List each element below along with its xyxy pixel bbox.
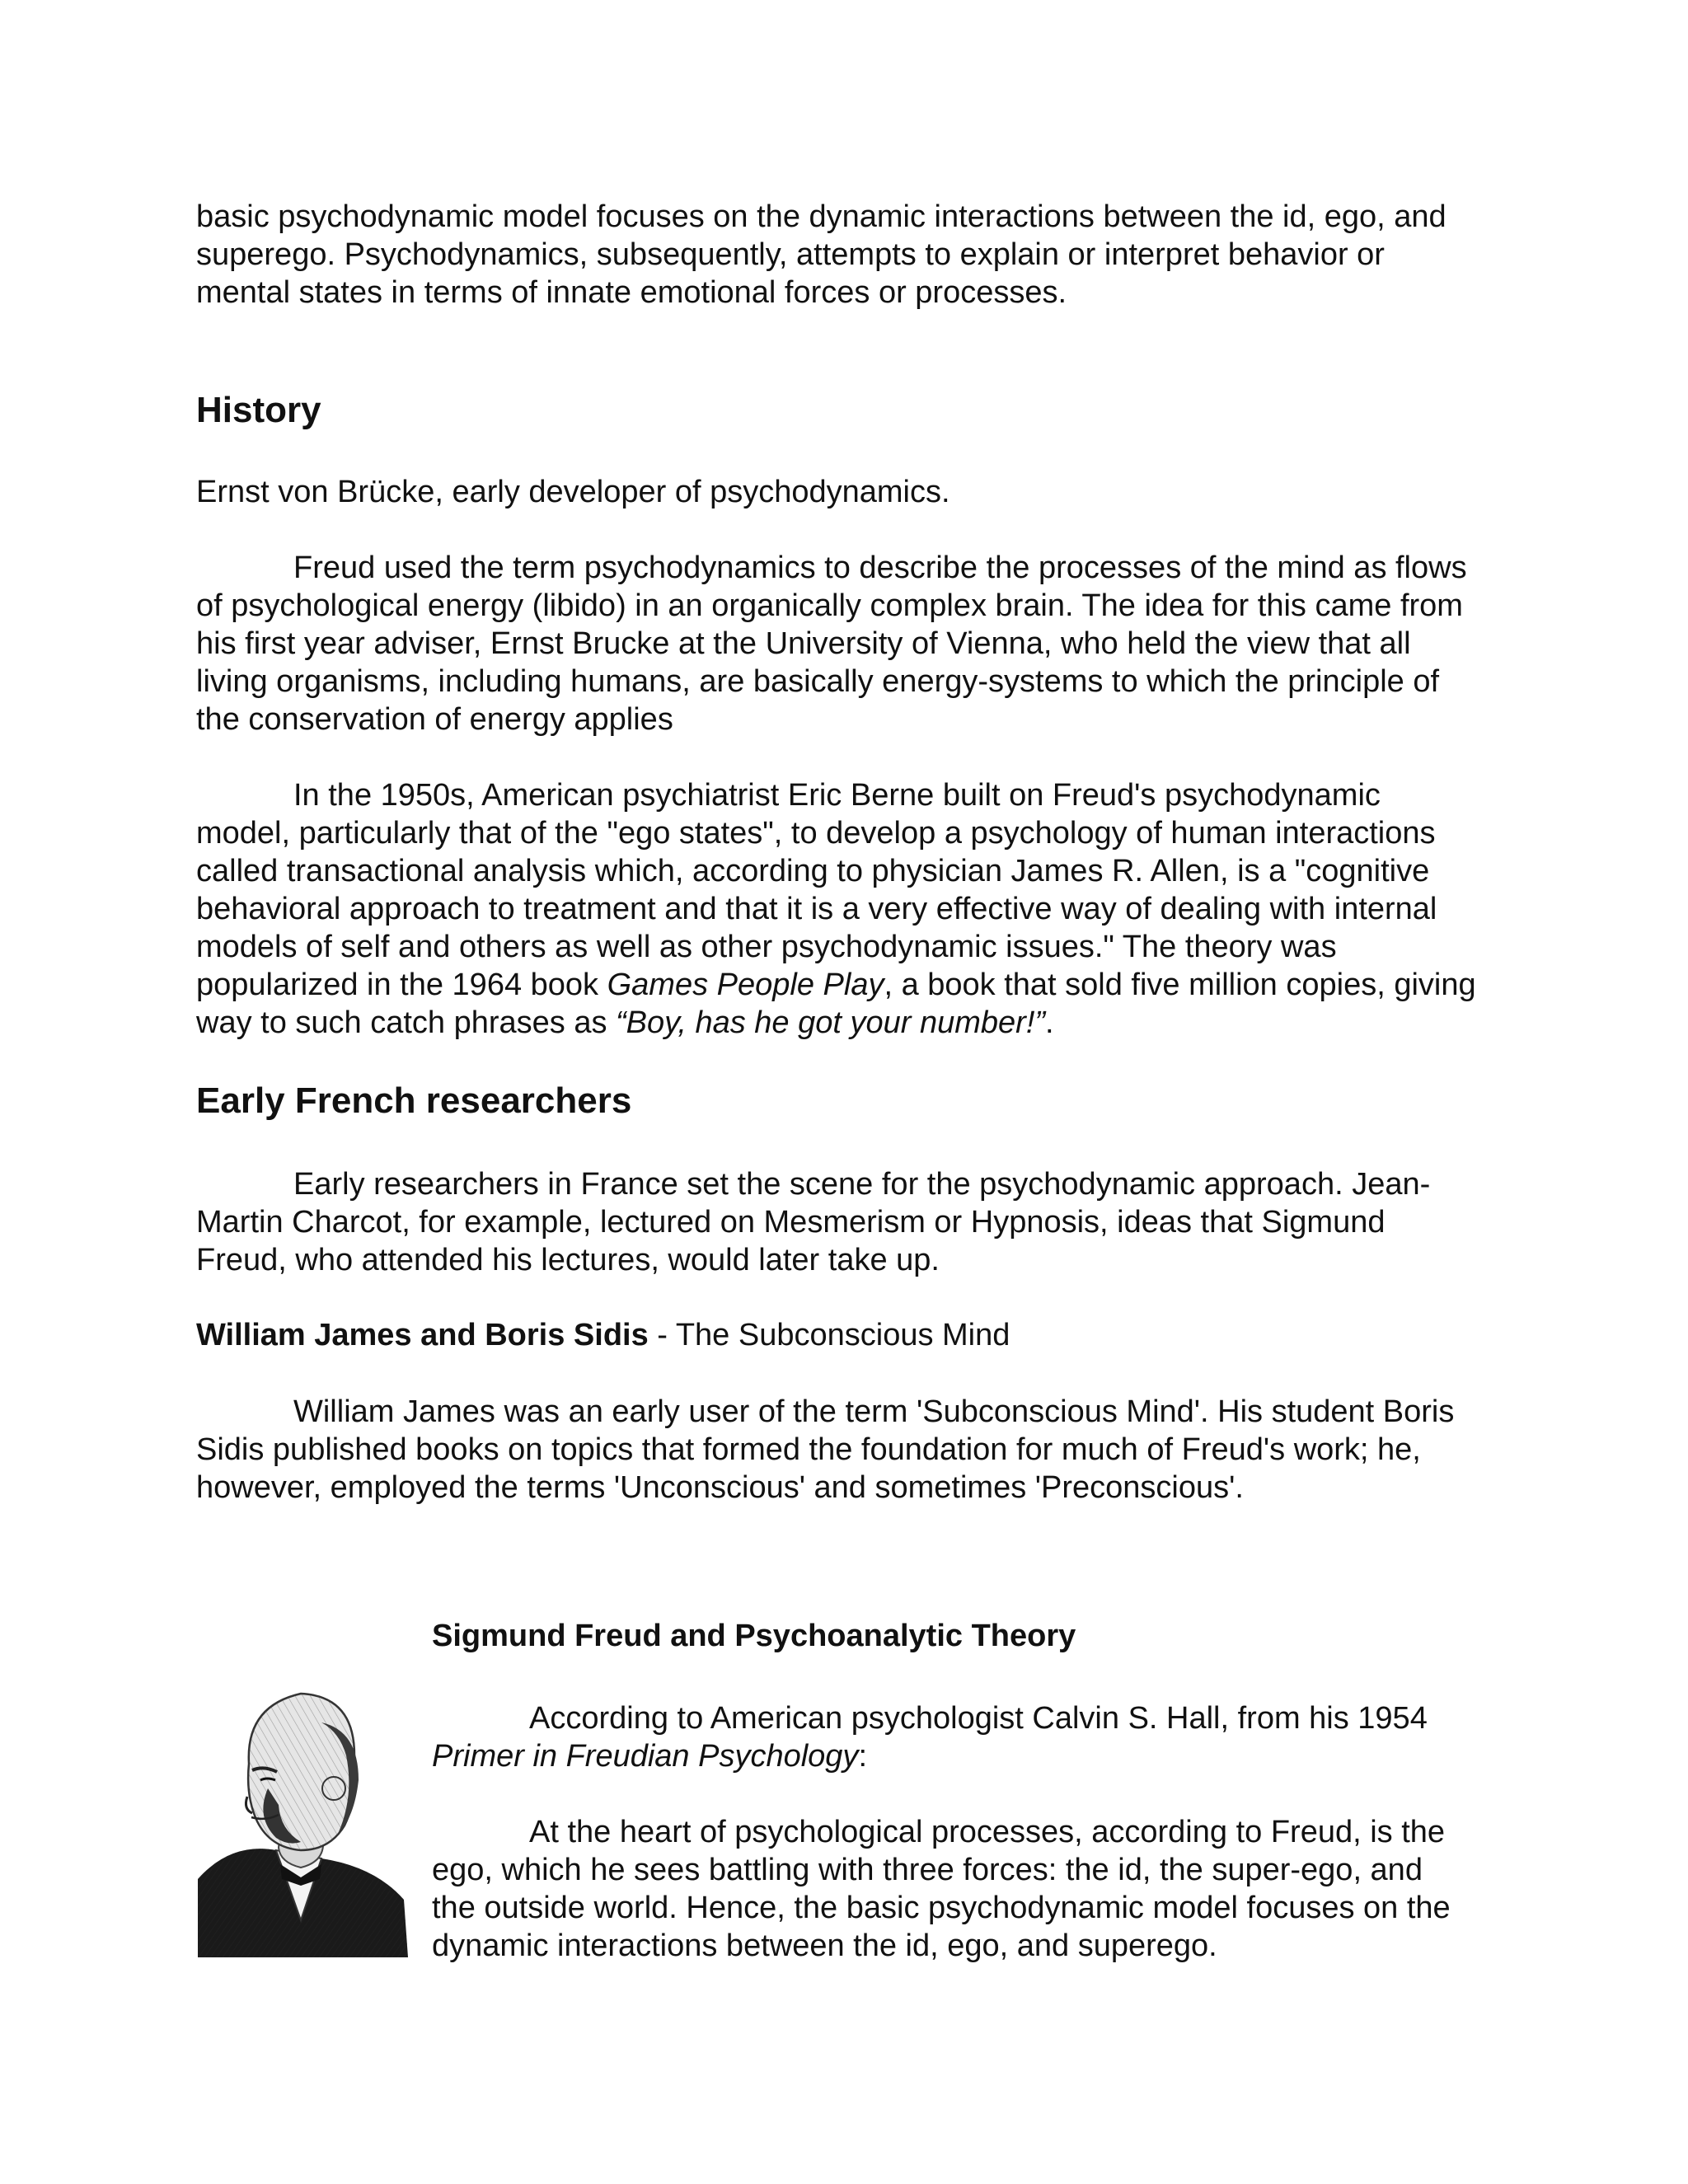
portrait-engraving-icon xyxy=(198,1673,408,1957)
book-title-games-people-play: Games People Play xyxy=(607,968,884,1002)
freud-paragraph-hall xyxy=(432,1699,1503,1775)
intro-paragraph: basic psychodynamic model focuses on the dynamic interactions between the id, ego, and superego. Psychodynamics, subsequently, attempts to explain or interpret behavior or mental states in terms of innate emotional forces or processes. xyxy=(196,199,1447,310)
berne-text-start: In the 1950s, American psychiatrist Eric Berne built on Freud's psychodynamic model, particularly that of the "ego states", to develop a psychology of human interactions called transactional analysis which, according to physician James R. Allen, is a "cognitive behavioral approach to treatment and that it is a very effective way of dealing with internal models of self and others as well as other psychodynamic issues." The theory was popularized in the 1964 book xyxy=(196,778,1437,1002)
history-paragraph-freud-text: Freud used the term psychodynamics to describe the processes of the mind as flows of psychological energy (libido) in an organically complex brain. The idea for this came from his first year adviser, Ernst Brucke at the University of Vienna, who held the view that all living organisms, including humans, are basically energy-systems to which the principle of the conservation of energy applies xyxy=(196,551,1467,737)
freud-section-title xyxy=(432,1617,1503,1655)
history-paragraph-freud xyxy=(196,549,1482,738)
james-sidis-title-bold: William James and Boris Sidis xyxy=(196,1318,649,1352)
james-sidis-paragraph xyxy=(196,1393,1482,1507)
james-sidis-title-rest: - The Subconscious Mind xyxy=(648,1318,1010,1352)
berne-text-end: . xyxy=(1045,1005,1054,1040)
portrait-image xyxy=(198,1673,408,1957)
james-sidis-text: William James was an early user of the term 'Subconscious Mind'. His student Boris Sidis published books on topics that formed the foundation for much of Freud's work; he, however, employed the terms 'Unconscious' and sometimes 'Preconscious'. xyxy=(196,1394,1455,1505)
catch-phrase-quote: “Boy, has he got your number!” xyxy=(616,1005,1046,1040)
french-researchers-paragraph xyxy=(196,1165,1482,1279)
freud-ego-text: At the heart of psychological processes, according to Freud, is the ego, which he sees battling with three forces: the id, the super-ego, and the outside world. Hence, the basic psychodynamic model focuses on the dynamic interactions between the id, ego, and superego. xyxy=(432,1815,1451,1963)
james-sidis-title xyxy=(196,1316,1482,1354)
freud-section-title-text: Sigmund Freud and Psychoanalytic Theory xyxy=(432,1619,1076,1653)
history-heading: History xyxy=(196,390,321,430)
hall-text-start: According to American psychologist Calvin S. Hall, from his 1954 xyxy=(529,1701,1428,1736)
freud-paragraph-ego xyxy=(432,1813,1470,1965)
history-caption: Ernst von Brücke, early developer of psychodynamics. xyxy=(196,475,950,509)
french-researchers-heading: Early French researchers xyxy=(196,1080,632,1121)
book-title-primer: Primer in Freudian Psychology xyxy=(432,1739,859,1774)
berne-text-mid: , a book that sold five million copies, giving way to such catch phrases as xyxy=(196,968,1476,1040)
french-researchers-text: Early researchers in France set the scene for the psychodynamic approach. Jean-Martin Charcot, for example, lectured on Mesmerism or Hypnosis, ideas that Sigmund Freud, who attended his lectures, would later take up. xyxy=(196,1167,1431,1277)
history-paragraph-berne xyxy=(196,776,1482,1042)
hall-text-end: : xyxy=(858,1739,867,1774)
